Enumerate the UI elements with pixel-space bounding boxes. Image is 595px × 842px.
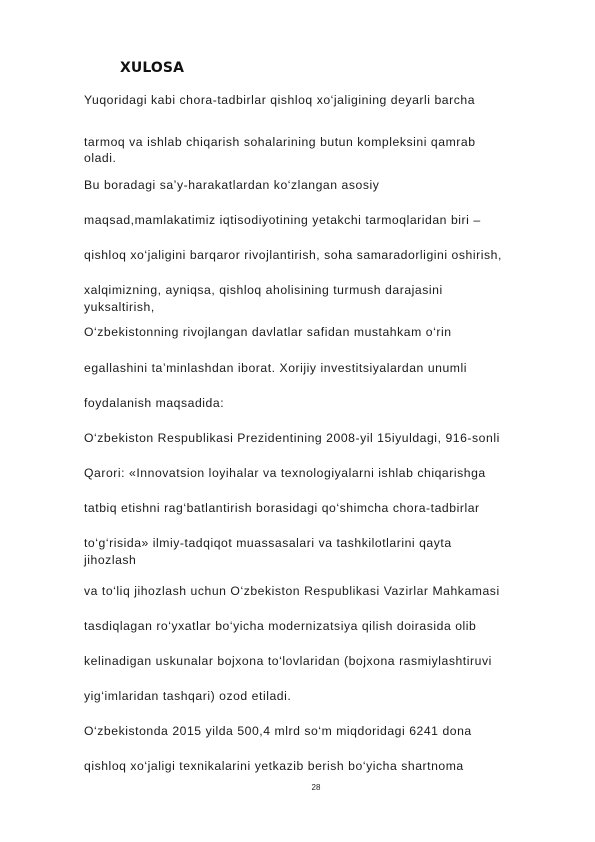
text-line: kelinadigan uskunalar bojxona to‘lovlaridan (bojxona rasmiylashtiruvi (84, 654, 492, 668)
text-line: to‘g‘risida» ilmiy-tadqiqot muassasalari va tashkilotlarini qayta (84, 536, 452, 550)
text-line: egallashini ta’minlashdan iborat. Xorijiy investitsiyalardan unumli (84, 361, 468, 375)
text-line: maqsad,mamlakatimiz iqtisodiyotining yetakchi tarmoqlaridan biri – (84, 213, 481, 227)
text-line: tasdiqlagan ro‘yxatlar bo‘yicha modernizatsiya qilish doirasida olib (84, 619, 477, 633)
text-line: tarmoq va ishlab chiqarish sohalarining butun kompleksini qamrab (84, 135, 476, 149)
text-line: qishloq xo‘jaligi texnikalarini yetkazib berish bo‘yicha shartnoma (84, 759, 464, 773)
text-line: xalqimizning, ayniqsa, qishloq aholisining turmush darajasini (84, 283, 443, 297)
text-line: Yuqoridagi kabi chora-tadbirlar qishloq xo‘jaligining deyarli barcha (84, 93, 476, 107)
text-line: foydalanish maqsadida: (84, 396, 225, 410)
text-line: O‘zbekistonning rivojlangan davlatlar safidan mustahkam o‘rin (84, 325, 452, 339)
text-line: qishloq xo‘jaligini barqaror rivojlantirish, soha samaradorligini oshirish, (84, 248, 502, 262)
text-line: Bu boradagi sa’y-harakatlardan ko‘zlangan asosiy (84, 178, 380, 192)
text-line: Qarori: «Innovatsion loyihalar va texnologiyalarni ishlab chiqarishga (84, 466, 486, 480)
text-line: oladi. (84, 151, 117, 165)
text-line: O‘zbekistonda 2015 yilda 500,4 mlrd so‘m miqdoridagi 6241 dona (84, 724, 472, 738)
page-number: 28 (311, 783, 321, 792)
text-line: va to‘liq jihozlash uchun O‘zbekiston Respublikasi Vazirlar Mahkamasi (84, 584, 500, 598)
text-line: O‘zbekiston Respublikasi Prezidentining 2008-yil 15iyuldagi, 916-sonli (84, 431, 500, 445)
text-line: yuksaltirish, (84, 300, 155, 314)
text-line: yig‘imlaridan tashqari) ozod etiladi. (84, 689, 292, 703)
section-heading: XULOSA (120, 60, 185, 76)
text-line: tatbiq etishni rag‘batlantirish borasidagi qo‘shimcha chora-tadbirlar (84, 501, 480, 515)
text-line: jihozlash (84, 553, 137, 567)
